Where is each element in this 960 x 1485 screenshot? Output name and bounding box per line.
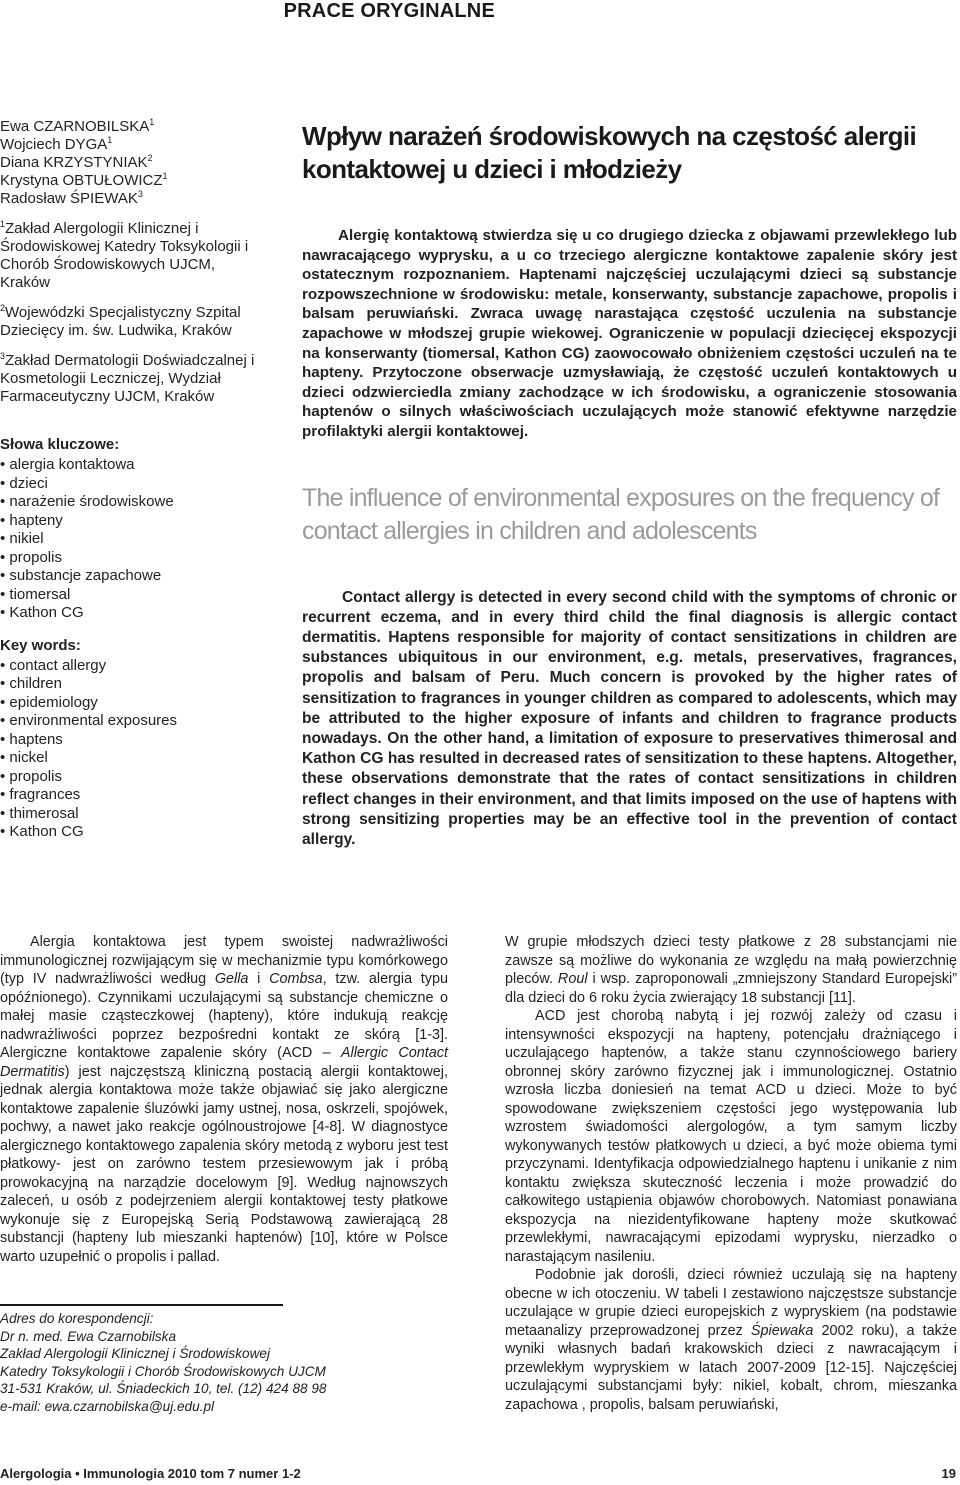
body-column-right (505, 933, 957, 1414)
keyword: • thimerosal (0, 805, 270, 824)
keyword: • narażenie środowiskowe (0, 493, 270, 512)
correspondence-divider (0, 1304, 283, 1306)
correspondence-block (0, 1310, 326, 1416)
keyword: • Kathon CG (0, 604, 270, 623)
keyword: • propolis (0, 549, 270, 568)
keywords-pl-heading: Słowa kluczowe: (0, 436, 120, 453)
keyword: • contact allergy (0, 657, 270, 676)
affiliation: $^3$Zakład Dermatologii Doświadczalnej i Kosmetologii Leczniczej, Wydział Farmaceutyczny UJCM, Kraków (0, 351, 255, 405)
title-polish: Wpływ narażeń środowiskowych na częstość alergii kontaktowej u dzieci i młodzieży (302, 121, 917, 184)
body-column-left (0, 933, 448, 1266)
keyword: • tiomersal (0, 586, 270, 605)
section-label: PRACE ORYGINALNE (283, 0, 495, 22)
author: Ewa CZARNOBILSKA$^1$ (0, 117, 155, 135)
page-number: 19 (941, 1466, 956, 1481)
correspondence-line: Adres do korespondencji: (0, 1311, 154, 1326)
abstract-polish: Alergię kontaktową stwierdza się u co drugiego dziecka z objawami przewlekłego lub nawracającego wyprysku, a u co trzeciego alergiczne kontaktowe zapalenie skóry jest ostatecznym rozpoznaniem. Haptenami najczęściej uczulającymi dzieci są substancje rozpowszechnione w środowisku: metale, konserwanty, substancje zapachowe, propolis i balsam peruwiański. Zwraca uwagę narastająca częstość uczulenia na substancje zapachowe w młodszej grupie wiekowej. Ograniczenie w populacji dziecięcej ekspozycji na konserwanty (tiomersal, Kathon CG) zaowocowało obniżeniem częstości uczuleń na te hapteny. Przytoczone obserwacje uzmysławiają, że częstość uczuleń kontaktowych u dzieci odzwierciedla zmiany zachodzące w ich środowisku, a ograniczenie stosowania haptenów o silnych właściwościach uczulających może stanowić efektywne narzędzie profilaktyki alergii kontaktowej. (302, 227, 957, 440)
journal-footer: Alergologia • Immunologia 2010 tom 7 numer 1-2 (0, 1466, 301, 1481)
author-list (0, 118, 270, 208)
author: Diana KRZYSTYNIAK$^2$ (0, 153, 153, 171)
keyword: • hapteny (0, 512, 270, 531)
keyword: • dzieci (0, 475, 270, 494)
keyword: • children (0, 675, 270, 694)
correspondence-line: Dr n. med. Ewa Czarnobilska (0, 1328, 177, 1344)
body-paragraph: ACD jest chorobą nabytą i jej rozwój zależy od czasu i intensywności ekspozycji na hapteny, potencjału drażniącego i uczulającego haptenów, a także stanu czynnościowego bariery obronnej skóry zarówno fizycznej jak i immunologicznej. Ostatnio wzrosła liczba doniesień na temat ACD u dzieci. Może to być spowodowane zwiększeniem częstości jego występowania lub wzrostem świadomości alergologów, a tym samym liczby wykonywanych testów płatkowych u dzieci, a być może obiema tymi przyczynami. Identyfikacja odpowiedzialnego haptenu i unikanie z nim kontaktu zwiększa skuteczność leczenia i może prowadzić do całkowitego ustąpienia objawów chorobowych. Natomiast ponawiana ekspozycja na niezidentyfikowane hapteny może skutkować przewlekłymi, nawracającymi epizodami wyprysku, nierzadko o narastającym nasileniu. (505, 1008, 957, 1265)
correspondence-email: e-mail: ewa.czarnobilska@uj.edu.pl (0, 1398, 215, 1414)
keyword: • epidemiology (0, 694, 270, 713)
keyword: • environmental exposures (0, 712, 270, 731)
keyword: • nikiel (0, 530, 270, 549)
author: Wojciech DYGA$^1$ (0, 135, 113, 153)
body-paragraph: Alergia kontaktowa jest typem swoistej nadwrażliwości immunologicznej rozwijającym się w mechanizmie typu komórkowego (typ IV nadwrażliwości według Gella i Combsa, tzw. alergia typu opóźnionego). Czynnikami uczulającymi są substancje chemiczne o małej masie cząsteczkowej (hapteny), które indukują reakcję nadwrażliwości poprzez bezpośredni kontakt ze skórą [1-3]. Alergiczne kontaktowe zapalenie skóry (ACD – Allergic Contact Dermatitis) jest najczęstszą kliniczną postacią alergii kontaktowej, jednak alergia kontaktowa może także objawiać się jako alergiczne kontaktowe zapalenie śluzówki jamy ustnej, nosa, oskrzeli, spojówek, pochwy, a nawet jako reakcje ogólnoustrojowe [4-8]. W diagnostyce alergicznego kontaktowego zapalenia skóry metodą z wyboru jest test płatkowy- jest on zarówno testem przesiewowym jak i próbą prowokacyjną na narządzie docelowym [9]. Według najnowszych zaleceń, u osób z podejrzeniem alergii kontaktowej testy płatkowe wykonuje się z Europejską Serią Podstawową zawierającą 28 substancji (hapteny lub mieszanki haptenów) [10], które w Polsce warto uzupełnić o propolis i pallad. (0, 934, 449, 1265)
body-paragraph: W grupie młodszych dzieci testy płatkowe z 28 substancjami nie zawsze są możliwe do wykonania ze względu na małą powierzchnię pleców. Roul i wsp. zaproponowali „zmniejszony Standard Europejski” dla dzieci do 6 roku życia zwierający 18 substancji [11]. (505, 934, 957, 1006)
keyword: • haptens (0, 731, 270, 750)
keywords-pl-list (0, 456, 270, 623)
author: Krystyna OBTUŁOWICZ$^1$ (0, 171, 168, 189)
author: Radosław ŚPIEWAK$^3$ (0, 189, 143, 207)
keyword: • alergia kontaktowa (0, 456, 270, 475)
correspondence-line: Katedry Toksykologii i Chorób Środowiskowych UJCM (0, 1363, 326, 1379)
body-paragraph: Podobnie jak dorośli, dzieci również uczulają się na hapteny obecne w ich otoczeniu. W tabeli I zestawiono najczęstsze substancje uczulające w grupie dzieci europejskich z wypryskiem (na podstawie metaanalizy przeprowadzonej przez Śpiewaka 2002 roku), a także wyniki własnych badań krakowskich dzieci z nawracającym i przewlekłym wypryskiem w latach 2007-2009 [12-15]. Najczęściej uczulającymi substancjami były: nikiel, kobalt, chrom, mieszanka zapachowa , propolis, balsam peruwiański, (505, 1267, 957, 1413)
correspondence-line: Zakład Alergologii Klinicznej i Środowiskowej (0, 1346, 270, 1362)
keywords-en-list (0, 657, 270, 842)
keyword: • propolis (0, 768, 270, 787)
affiliation: $^1$Zakład Alergologii Klinicznej i Środowiskowej Katedry Toksykologii i Chorób Środowiskowych UJCM, Kraków (0, 219, 249, 291)
keyword: • substancje zapachowe (0, 567, 270, 586)
abstract-english: Contact allergy is detected in every second child with the symptoms of chronic or recurrent eczema, and in every third child the final diagnosis is allergic contact dermatitis. Haptens responsible for majority of contact sensitizations in children are substances ubiquitous in our environment, e.g. metals, preservatives, fragrances, propolis and balsam of Peru. Much concern is provoked by the higher rates of sensitization to fragrances in younger children as compared to adolescents, which may be attributed to the higher exposure of infants and children to fragrance products nowadays. On the other hand, a limitation of exposure to preservatives thimerosal and Kathon CG has resulted in decreased rates of sensitization to these haptens. Altogether, these observations demonstrate that the rates of contact sensitizations in children reflect changes in their environment, and that limits imposed on the use of haptens with strong sensitizing properties may be an effective tool in the prevention of contact allergy. (302, 588, 957, 848)
sidebar (0, 118, 270, 842)
keyword: • nickel (0, 749, 270, 768)
correspondence-line: 31-531 Kraków, ul. Śniadeckich 10, tel. (12) 424 88 98 (0, 1381, 327, 1397)
keyword: • Kathon CG (0, 823, 270, 842)
affiliation-list (0, 220, 270, 406)
keywords-en-heading: Key words: (0, 636, 81, 654)
article-header (302, 120, 957, 850)
affiliation: $^2$Wojewódzki Specjalistyczny Szpital Dziecięcy im. św. Ludwika, Kraków (0, 303, 241, 339)
keyword: • fragrances (0, 786, 270, 805)
title-english: The influence of environmental exposures on the frequency of contact allergies in children and adolescents (302, 483, 940, 545)
